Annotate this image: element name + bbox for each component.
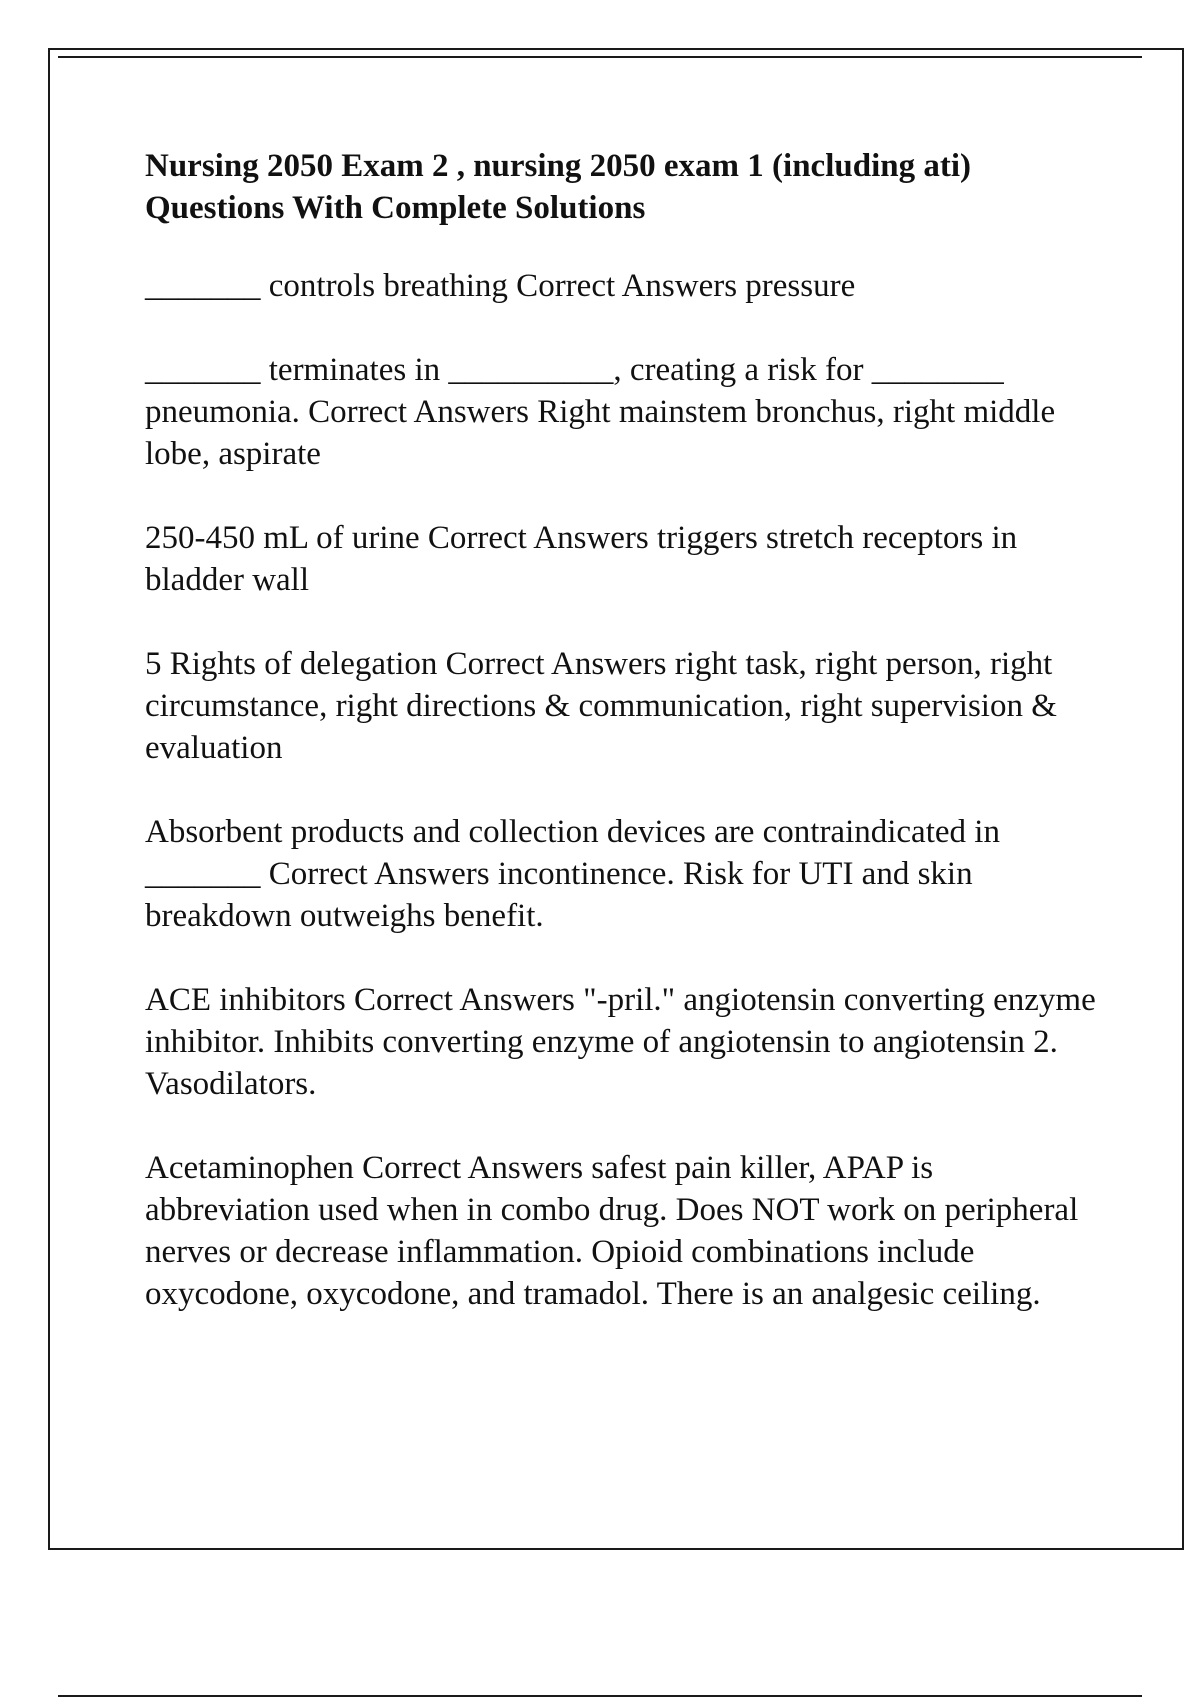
qa-entry-6: ACE inhibitors Correct Answers "-pril." angiotensin converting enzyme inhibitor. Inhibits converting enzyme of angiotensin to angiotensin 2. Vasodilators. [145, 982, 1096, 1102]
document-body [145, 145, 1105, 1357]
qa-entry-2: _______ terminates in __________, creating a risk for ________ pneumonia. Correct Answers Right mainstem bronchus, right middle lobe, aspirate [145, 352, 1056, 472]
top-divider [58, 56, 1142, 58]
document-title: Nursing 2050 Exam 2 , nursing 2050 exam 1 (including ati) Questions With Complete Solutions [145, 148, 971, 226]
qa-entry-5: Absorbent products and collection devices are contraindicated in _______ Correct Answers incontinence. Risk for UTI and skin breakdown outweighs benefit. [145, 814, 1000, 934]
qa-entry-7: Acetaminophen Correct Answers safest pain killer, APAP is abbreviation used when in combo drug. Does NOT work on peripheral nerves or decrease inflammation. Opioid combinations include oxycodone, oxycodone, and tramadol. There is an analgesic ceiling. [145, 1150, 1079, 1312]
bottom-divider [58, 1695, 1142, 1697]
qa-entry-3: 250-450 mL of urine Correct Answers triggers stretch receptors in bladder wall [145, 520, 1018, 598]
qa-entry-4: 5 Rights of delegation Correct Answers right task, right person, right circumstance, right directions & communication, right supervision & evaluation [145, 646, 1057, 766]
qa-entry-1: _______ controls breathing Correct Answers pressure [145, 268, 856, 304]
